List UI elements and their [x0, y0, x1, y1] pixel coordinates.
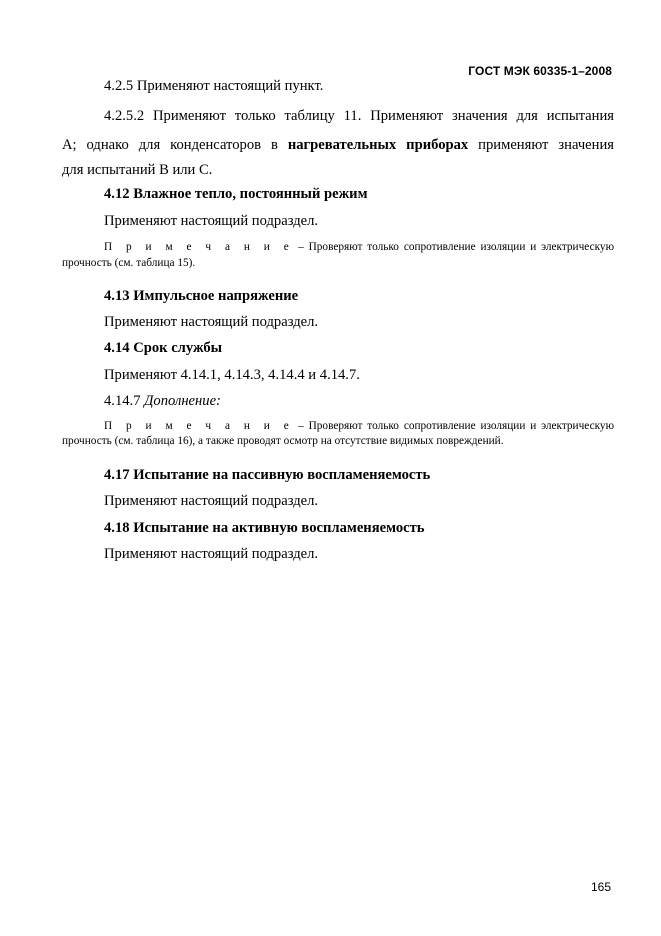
section-body-4-12: Применяют настоящий подраздел.: [104, 213, 319, 229]
section-body-4-13: Применяют настоящий подраздел.: [104, 314, 319, 330]
paragraph-4-2-5-2-line2: [62, 137, 614, 153]
document-code-header: ГОСТ МЭК 60335-1–2008: [468, 64, 612, 78]
subsection-title: Дополнение:: [144, 393, 221, 409]
page-number: 165: [590, 880, 611, 894]
section-body-4-17: Применяют настоящий подраздел.: [104, 493, 319, 509]
subsection-4-14-7: [104, 393, 614, 409]
section-heading-4-14: 4.14 Срок службы: [104, 340, 223, 356]
section-heading-4-13: 4.13 Импульсное напряжение: [104, 288, 299, 304]
paragraph-4-2-5-2-line1: 4.2.5.2 Применяют только таблицу 11. Применяют значения для испытания: [104, 108, 614, 124]
section-heading-4-12: 4.12 Влажное тепло, постоянный режим: [104, 186, 368, 202]
section-heading-4-18: 4.18 Испытание на активную воспламеняемость: [104, 520, 425, 536]
note-4-12-line2: прочность (см. таблица 15).: [62, 257, 196, 269]
note-4-14-line2: прочность (см. таблица 16), а также проводят осмотр на отсутствие видимых повреждений.: [62, 435, 504, 447]
text-run: А; однако для конденсаторов в: [62, 137, 288, 153]
paragraph-4-2-5-2-line3: для испытаний В или С.: [62, 162, 213, 178]
text-run: применяют значения: [468, 137, 614, 153]
note-4-14-line1: [104, 419, 614, 433]
note-label: П р и м е ч а н и е: [104, 241, 294, 253]
section-body-4-18: Применяют настоящий подраздел.: [104, 546, 319, 562]
bold-term: нагревательных приборах: [287, 137, 469, 153]
section-body-4-14: Применяют 4.14.1, 4.14.3, 4.14.4 и 4.14.7.: [104, 367, 360, 383]
note-label: П р и м е ч а н и е: [104, 420, 294, 432]
note-text: – Проверяют только сопротивление изоляции и электрическую: [293, 241, 615, 253]
subsection-number: 4.14.7: [104, 393, 145, 409]
note-4-12-line1: [104, 240, 614, 254]
section-heading-4-17: 4.17 Испытание на пассивную воспламеняемость: [104, 467, 431, 483]
paragraph-4-2-5: 4.2.5 Применяют настоящий пункт.: [104, 78, 324, 94]
note-text: – Проверяют только сопротивление изоляции и электрическую: [293, 420, 615, 432]
